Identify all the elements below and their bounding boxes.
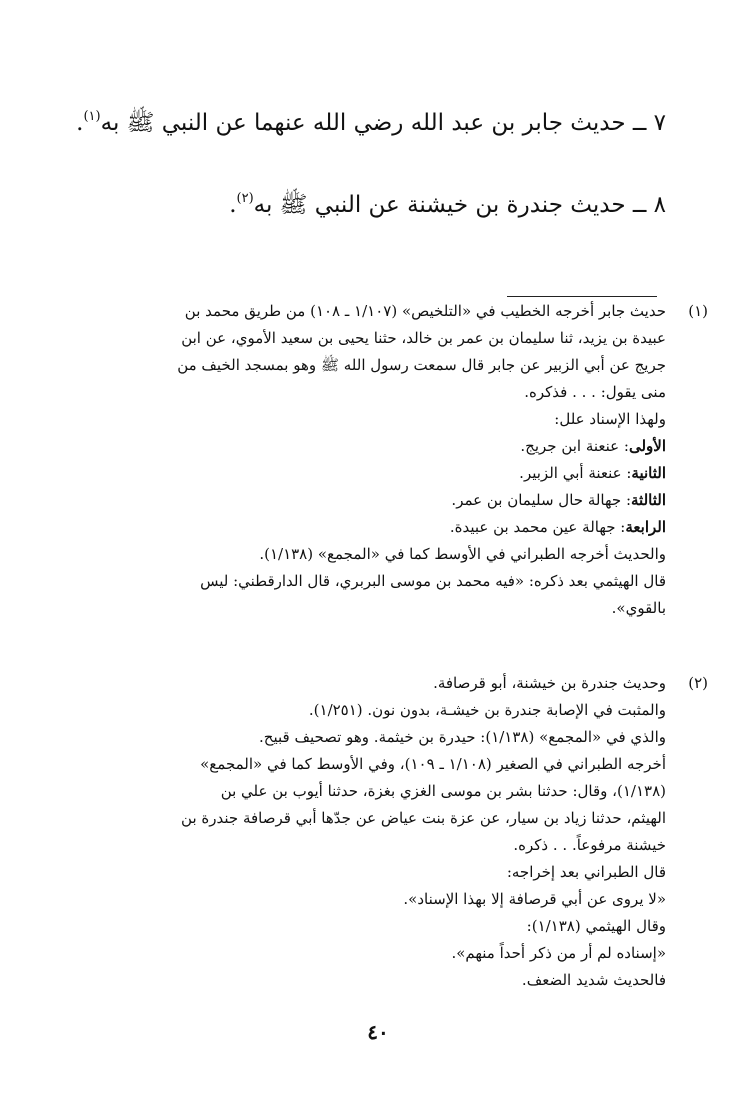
footnote-separator — [507, 296, 657, 297]
hadith-8-text: ٨ ــ حديث جندرة بن خيشنة عن النبي ﷺ به — [253, 192, 666, 218]
reason-text: : جهالة حال سليمان بن عمر. — [451, 491, 632, 509]
footnote-1-line: جريج عن أبي الزبير عن جابر قال سمعت رسول الله ﷺ وهو بمسجد الخيف من — [177, 356, 666, 374]
reason-label: الثانية — [631, 464, 666, 482]
reason-text: : جهالة عين محمد بن عبيدة. — [449, 518, 626, 536]
hadith-7-end: . — [76, 110, 84, 136]
hadith-7-text: ٧ ــ حديث جابر بن عبد الله رضي الله عنهما عن النبي ﷺ به — [100, 110, 666, 136]
footnote-1-line — [96, 298, 708, 325]
footnote-2-number: (٢) — [688, 674, 708, 692]
hadith-8-end: . — [229, 192, 237, 218]
footnote-1-text: حديث جابر أخرجه الخطيب في «التلخيص» (١/١٠٧ ـ ١٠٨) من طريق محمد بن — [184, 302, 666, 320]
footnote-2-line: وقال الهيثمي (١/١٣٨): — [526, 917, 666, 935]
footnote-1 — [96, 298, 708, 622]
footnote-2-line: والذي في «المجمع» (١/١٣٨): حيدرة بن خيثمة. وهو تصحيف قبيح. — [259, 728, 666, 746]
reason-fourth — [96, 514, 666, 541]
footnote-1-line: عبيدة بن يزيد، ثنا سليمان بن عمر بن خالد، حثنا يحيى بن سعيد الأموي، عن ابن — [181, 329, 666, 347]
footnote-2-line: والمثبت في الإصابة جندرة بن خيشـة، بدون نون. (١/٢٥١). — [308, 701, 666, 719]
footnote-1-number: (١) — [688, 302, 708, 320]
reason-text: : عنعنة أبي الزبير. — [519, 464, 632, 482]
footnote-1-line: والحديث أخرجه الطبراني في الأوسط كما في «المجمع» (١/١٣٨). — [259, 545, 666, 563]
footnote-2-line: أخرجه الطبراني في الصغير (١/١٠٨ ـ ١٠٩)، وفي الأوسط كما في «المجمع» — [200, 755, 666, 773]
footnote-2-text: وحديث جندرة بن خيشنة، أبو قرصافة. — [433, 674, 666, 692]
hadith-line-7 — [46, 106, 666, 140]
hadith-line-8 — [46, 188, 666, 222]
footnote-2-line — [96, 670, 708, 697]
footnote-2-line: فالحديث شديد الضعف. — [521, 971, 666, 989]
footnote-1-line: قال الهيثمي بعد ذكره: «فيه محمد بن موسى البربري، قال الدارقطني: ليس — [200, 572, 666, 590]
reason-label: الأولى — [628, 437, 666, 455]
reason-label: الثالثة — [631, 491, 666, 509]
footnote-1-line: ولهذا الإسناد علل: — [554, 410, 666, 428]
footnote-2-line: الهيثم، حدثنا زياد بن سيار، عن عزة بنت عياض عن جدّها أبي قرصافة جندرة بن — [181, 809, 666, 827]
footnote-2-line: (١/١٣٨)، وقال: حدثنا بشر بن موسى الغزي بغزة، حدثنا أيوب بن علي بن — [220, 782, 666, 800]
reason-first — [96, 433, 666, 460]
footnote-2 — [96, 670, 708, 994]
footnote-2-line: «إسناده لم أر من ذكر أحداً منهم». — [451, 944, 666, 962]
page-number: ٤٠ — [367, 1020, 389, 1044]
footnote-ref-2[interactable]: (٢) — [236, 191, 254, 206]
footnote-1-line: بالقوي». — [611, 599, 666, 617]
footnote-2-line: قال الطبراني بعد إخراجه: — [506, 863, 666, 881]
footnote-2-line: خيشنة مرفوعاً. . . ذكره. — [513, 836, 666, 854]
reason-label: الرابعة — [625, 518, 666, 536]
footnote-ref-1[interactable]: (١) — [83, 109, 101, 124]
footnote-1-line: منى يقول: . . . فذكره. — [524, 383, 666, 401]
reason-second — [96, 460, 666, 487]
footnote-2-line: «لا يروى عن أبي قرصافة إلا بهذا الإسناد». — [403, 890, 666, 908]
reason-text: : عنعنة ابن جريج. — [520, 437, 629, 455]
reason-third — [96, 487, 666, 514]
